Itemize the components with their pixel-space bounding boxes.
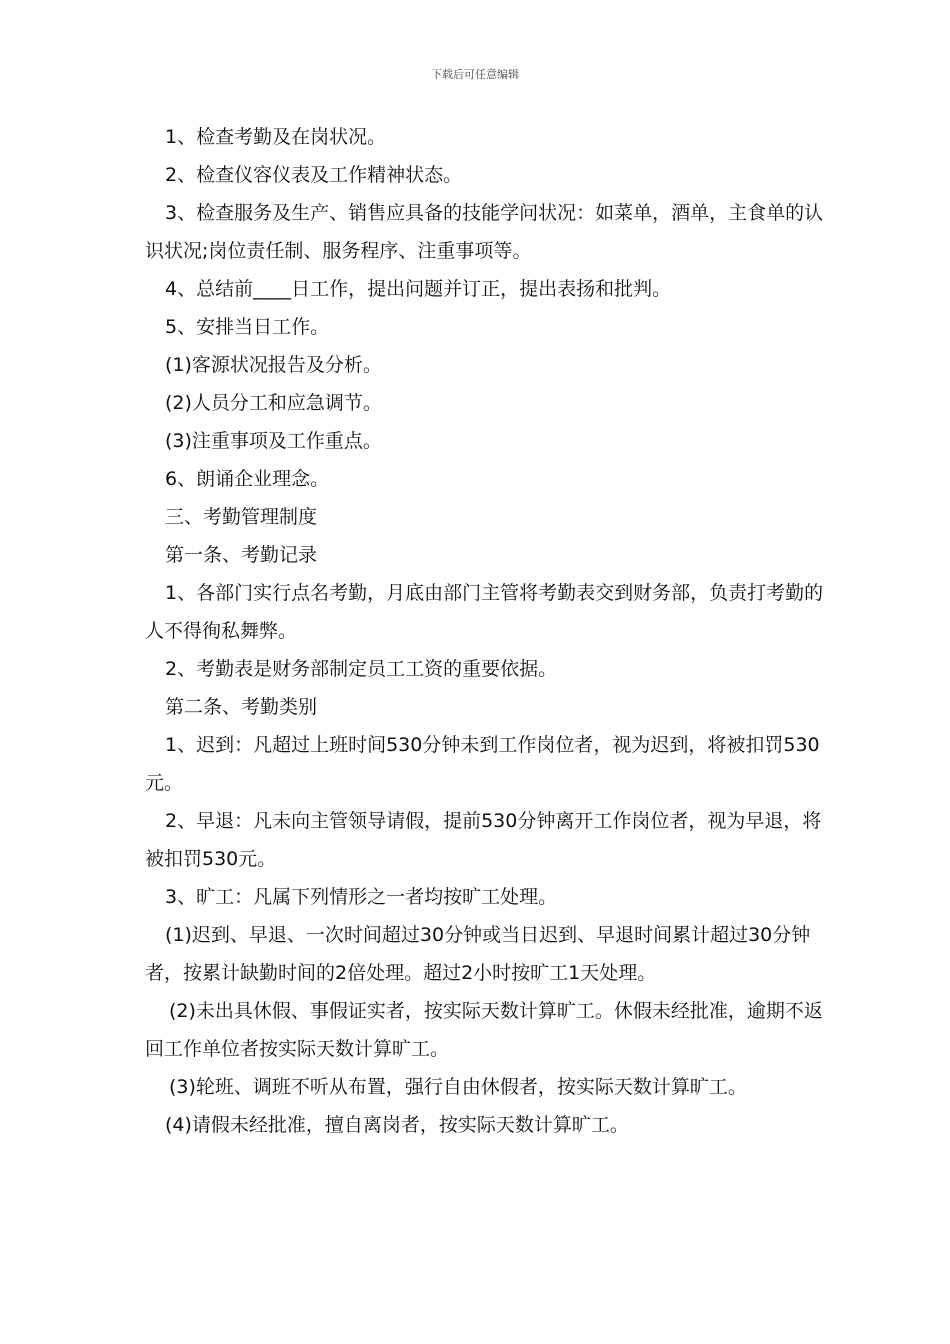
article-heading: 第一条、考勤记录 <box>165 544 318 566</box>
paragraph: (1)客源状况报告及分析。 <box>165 354 382 376</box>
paragraph: 3、检查服务及生产、销售应具备的技能学问状况：如菜单，酒单，主食单的认识状况;岗位责任制、服务程序、注重事项等。 <box>145 202 824 262</box>
paragraph: 5、安排当日工作。 <box>165 316 330 338</box>
document-body <box>145 118 825 1144</box>
article-heading: 第二条、考勤类别 <box>165 696 318 718</box>
paragraph: 3、旷工：凡属下列情形之一者均按旷工处理。 <box>165 886 558 908</box>
paragraph: 1、各部门实行点名考勤，月底由部门主管将考勤表交到财务部，负责打考勤的人不得徇私舞弊。 <box>145 582 824 642</box>
paragraph: 4、总结前____日工作，提出问题并订正，提出表扬和批判。 <box>165 278 672 300</box>
paragraph: 6、朗诵企业理念。 <box>165 468 330 490</box>
page-header: 下载后可任意编辑 <box>431 68 519 81</box>
paragraph: (2)人员分工和应急调节。 <box>165 392 382 414</box>
paragraph: 1、检查考勤及在岗状况。 <box>165 126 387 148</box>
section-heading: 三、考勤管理制度 <box>165 506 318 528</box>
paragraph: 2、检查仪容仪表及工作精神状态。 <box>165 164 463 186</box>
paragraph: (1)迟到、早退、一次时间超过30分钟或当日迟到、早退时间累计超过30分钟者，按累计缺勤时间的2倍处理。超过2小时按旷工1天处理。 <box>145 924 811 984</box>
paragraph: 2、考勤表是财务部制定员工工资的重要依据。 <box>165 658 558 680</box>
paragraph: (4)请假未经批准，擅自离岗者，按实际天数计算旷工。 <box>165 1114 629 1136</box>
paragraph: (3)注重事项及工作重点。 <box>165 430 382 452</box>
paragraph: (3)轮班、调班不听从布置，强行自由休假者，按实际天数计算旷工。 <box>169 1076 747 1098</box>
paragraph: (2)未出具休假、事假证实者，按实际天数计算旷工。休假未经批准，逾期不返回工作单位者按实际天数计算旷工。 <box>145 1000 823 1060</box>
paragraph: 1、迟到：凡超过上班时间530分钟未到工作岗位者，视为迟到，将被扣罚530元。 <box>145 734 820 794</box>
paragraph: 2、早退：凡未向主管领导请假，提前530分钟离开工作岗位者，视为早退，将被扣罚530元。 <box>145 810 822 870</box>
